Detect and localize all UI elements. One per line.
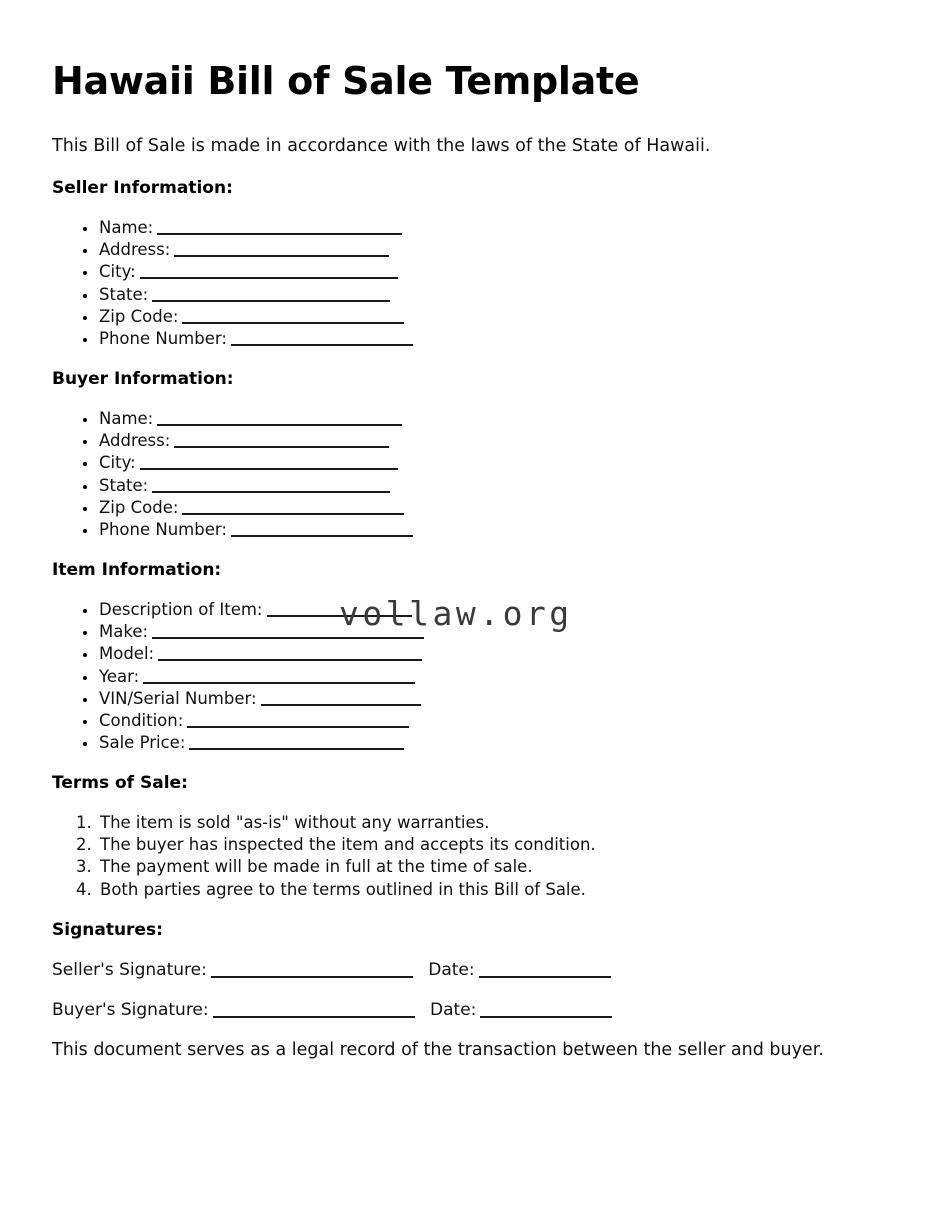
seller-field-row <box>82 306 413 328</box>
seller-fields-list <box>82 217 413 350</box>
seller-field-blank-line[interactable] <box>152 287 390 302</box>
seller-field-label: State: <box>99 284 149 304</box>
item-field-blank-line[interactable] <box>158 646 422 661</box>
buyer-field-row <box>82 497 413 519</box>
buyer-field-blank-line[interactable] <box>174 433 389 448</box>
seller-field-row <box>82 284 413 306</box>
buyer-field-row <box>82 430 413 452</box>
buyer-field-row <box>82 519 413 541</box>
item-field-blank-line[interactable] <box>189 735 404 750</box>
terms-list <box>76 812 596 901</box>
seller-field-label: Zip Code: <box>99 306 179 326</box>
item-field-label: Make: <box>99 622 149 642</box>
buyer-field-label: Zip Code: <box>99 497 179 517</box>
seller-field-blank-line[interactable] <box>182 309 404 324</box>
intro-paragraph: This Bill of Sale is made in accordance with the laws of the State of Hawaii. <box>52 136 711 156</box>
buyer-field-row <box>82 408 413 430</box>
item-information-heading: Item Information: <box>52 560 222 580</box>
closing-paragraph: This document serves as a legal record of the transaction between the seller and buyer. <box>52 1040 824 1060</box>
seller-field-blank-line[interactable] <box>174 242 389 257</box>
watermark-text: vollaw.org <box>339 594 573 633</box>
buyer-field-label: City: <box>99 453 136 473</box>
item-field-row <box>82 688 424 710</box>
signature-blank-line[interactable] <box>211 963 413 978</box>
buyer-field-blank-line[interactable] <box>152 478 390 493</box>
seller-field-blank-line[interactable] <box>140 264 398 279</box>
terms-list-item: The payment will be made in full at the time of sale. <box>100 857 533 877</box>
item-field-label: Sale Price: <box>99 733 186 753</box>
buyer-field-row <box>82 475 413 497</box>
seller-field-row <box>82 261 413 283</box>
signatures-heading: Signatures: <box>52 920 163 940</box>
signature-row <box>52 999 612 1021</box>
page-title: Hawaii Bill of Sale Template <box>52 59 640 103</box>
item-field-row <box>82 710 424 732</box>
seller-field-label: Name: <box>99 218 154 237</box>
seller-field-label: City: <box>99 262 136 282</box>
item-field-label: Model: <box>99 644 155 664</box>
item-field-blank-line[interactable] <box>143 669 415 684</box>
item-field-row <box>82 599 424 621</box>
buyer-field-blank-line[interactable] <box>182 500 404 515</box>
item-field-label: Condition: <box>99 711 184 731</box>
item-field-blank-line[interactable] <box>261 691 421 706</box>
item-field-row <box>82 732 424 754</box>
buyer-field-label: Address: <box>99 431 171 451</box>
signature-row <box>52 959 611 981</box>
date-label: Date: <box>424 1000 477 1020</box>
buyer-field-blank-line[interactable] <box>231 522 413 537</box>
seller-field-label: Address: <box>99 240 171 260</box>
buyer-field-row <box>82 452 413 474</box>
date-label: Date: <box>422 960 475 980</box>
signature-label: Seller's Signature: <box>52 960 207 980</box>
seller-field-row <box>82 239 413 261</box>
item-field-blank-line[interactable] <box>267 602 412 617</box>
item-field-label: VIN/Serial Number: <box>99 688 257 708</box>
seller-field-label: Phone Number: <box>99 329 227 349</box>
signature-blank-line[interactable] <box>213 1003 415 1018</box>
buyer-fields-list <box>82 408 413 541</box>
signature-label: Buyer's Signature: <box>52 1000 209 1020</box>
seller-information-heading: Seller Information: <box>52 178 233 198</box>
seller-field-blank-line[interactable] <box>231 331 413 346</box>
buyer-field-blank-line[interactable] <box>157 411 402 426</box>
date-blank-line[interactable] <box>479 963 611 978</box>
terms-of-sale-heading: Terms of Sale: <box>52 773 188 793</box>
item-field-blank-line[interactable] <box>187 713 409 728</box>
item-field-row <box>82 621 424 643</box>
terms-list-item: The buyer has inspected the item and accepts its condition. <box>100 835 596 855</box>
buyer-field-label: State: <box>99 475 149 495</box>
terms-list-item: The item is sold "as-is" without any warranties. <box>100 813 490 832</box>
item-field-label: Description of Item: <box>99 600 263 619</box>
buyer-field-blank-line[interactable] <box>140 455 398 470</box>
item-fields-list <box>82 599 424 754</box>
terms-list-item: Both parties agree to the terms outlined in this Bill of Sale. <box>100 879 586 899</box>
seller-field-blank-line[interactable] <box>157 220 402 235</box>
buyer-field-label: Phone Number: <box>99 520 227 540</box>
item-field-label: Year: <box>99 666 140 686</box>
item-field-row <box>82 643 424 665</box>
item-field-blank-line[interactable] <box>152 624 424 639</box>
buyer-information-heading: Buyer Information: <box>52 369 234 389</box>
seller-field-row <box>82 328 413 350</box>
seller-field-row <box>82 217 413 239</box>
buyer-field-label: Name: <box>99 409 154 428</box>
date-blank-line[interactable] <box>480 1003 612 1018</box>
item-field-row <box>82 666 424 688</box>
